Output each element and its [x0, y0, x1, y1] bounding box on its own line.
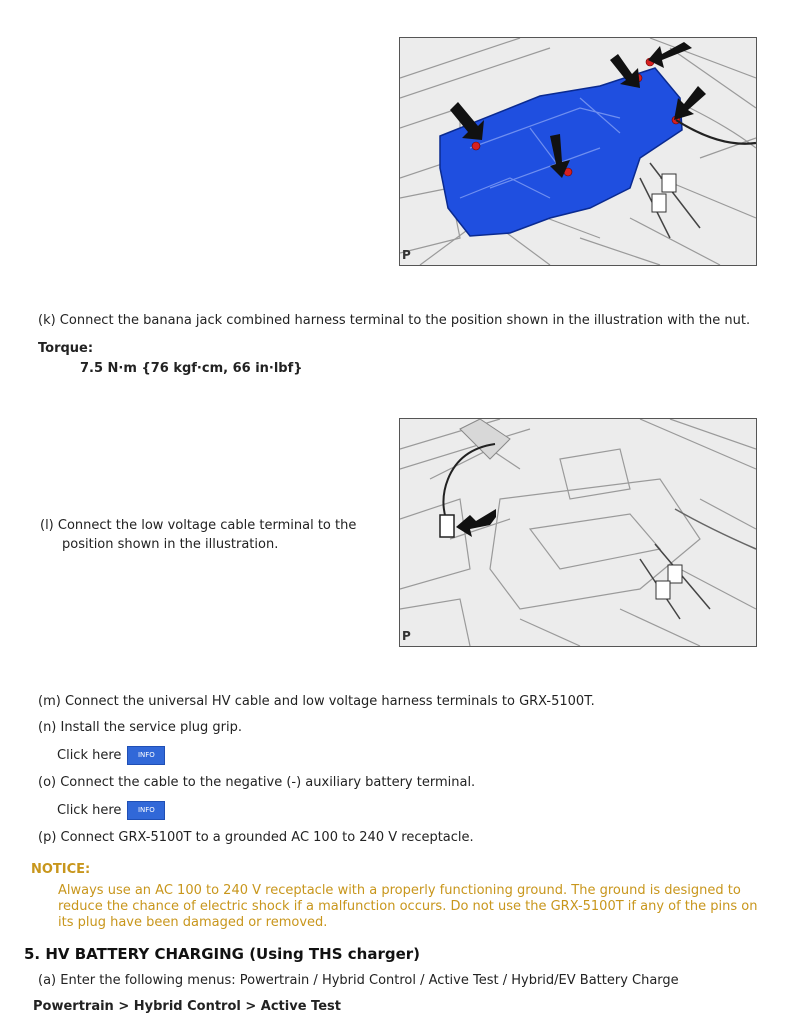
step-p-text: (p) Connect GRX-5100T to a grounded AC 100 to 240 V receptacle.	[38, 830, 474, 845]
torque-label: Torque:	[38, 341, 94, 356]
figure-low-voltage-terminal	[399, 418, 757, 647]
step-a-text: (a) Enter the following menus: Powertrain / Hybrid Control / Active Test / Hybrid/EV Battery Charge	[38, 973, 679, 988]
step-l-line1: (l) Connect the low voltage cable terminal to the	[40, 518, 357, 533]
menu-path: Powertrain > Hybrid Control > Active Test	[33, 999, 341, 1014]
figure-battery-cover-nuts	[399, 37, 757, 266]
step-n-text: (n) Install the service plug grip.	[38, 720, 243, 735]
step-k-text: (k) Connect the banana jack combined harness terminal to the position shown in the illustration with the nut.	[38, 313, 751, 328]
figure-low-voltage-illustration	[400, 419, 756, 646]
section-heading: 5. HV BATTERY CHARGING (Using THS charger)	[24, 945, 420, 963]
click-here-row-n	[57, 746, 165, 765]
step-m-text: (m) Connect the universal HV cable and low voltage harness terminals to GRX-5100T.	[38, 694, 595, 709]
info-button[interactable]: INFO	[127, 801, 165, 820]
torque-value: 7.5 N·m {76 kgf·cm, 66 in·lbf}	[80, 361, 303, 376]
figure-battery-cover-illustration	[400, 38, 756, 265]
notice-line-2: reduce the chance of electric shock if a malfunction occurs. Do not use the GRX-5100T if any of the pins on	[58, 899, 758, 914]
step-o-text: (o) Connect the cable to the negative (-) auxiliary battery terminal.	[38, 775, 476, 790]
click-here-link[interactable]: Click here	[57, 803, 122, 818]
notice-title: NOTICE:	[31, 862, 91, 877]
figure-label: P	[402, 629, 411, 643]
info-button[interactable]: INFO	[127, 746, 165, 765]
figure-label: P	[402, 248, 411, 262]
click-here-link[interactable]: Click here	[57, 748, 122, 763]
notice-line-1: Always use an AC 100 to 240 V receptacle with a properly functioning ground. The ground is designed to	[58, 883, 741, 898]
step-l-line2: position shown in the illustration.	[62, 537, 279, 552]
click-here-row-o	[57, 801, 165, 820]
notice-line-3: its plug have been damaged or removed.	[58, 915, 328, 930]
